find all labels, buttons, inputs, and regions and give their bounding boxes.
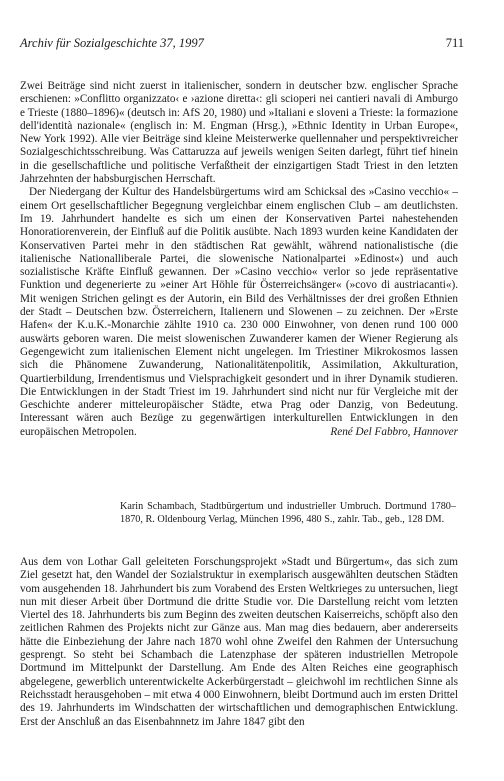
review-del-fabbro	[20, 80, 458, 439]
page-number: 711	[445, 36, 464, 50]
paragraph: Zwei Beiträge sind nicht zuerst in italienischer, sondern in deutscher bzw. englischer Sprache erschienen: »Conflitto organizzato‹ e ›azione diretta‹: gli scioperi nei cantieri navali di Amburgo e Trieste (1880–1896)« (deutsch in: AfS 20, 1980) und »Italiani e sloveni a Trieste: la formazione dell'identità nazionale« (englisch in: M. Engman (Hrsg.), »Ethnic Identity in Urban Europe«, New York 1992). Alle vier Beiträge sind kleine Meisterwerke quellennaher und perspektivreicher Sozialgeschichtsschreibung. Was Cattaruzza auf jeweils wenigen Seiten darlegt, führt tief hinein in die gesellschaftliche und politische Verfaßtheit der einzigartigen Stadt Triest in den letzten Jahrzehnten der habsburgischen Herrschaft.	[20, 80, 458, 186]
running-header	[20, 36, 464, 51]
journal-title: Archiv für Sozialgeschichte 37, 1997	[20, 36, 204, 50]
book-reference: Karin Schambach, Stadtbürgertum und industrieller Umbruch. Dortmund 1780–1870, R. Oldenbourg Verlag, München 1996, 480 S., zahlr. Tab., geb., 128 DM.	[120, 501, 456, 525]
paragraph: Aus dem von Lothar Gall geleiteten Forschungsprojekt »Stadt und Bürgertum«, das sich zum Ziel gesetzt hat, den Wandel der Sozialstruktur in exemplarisch ausgewählten deutschen Städten vom ausgehenden 18. Jahrhundert bis zum Vorabend des Ersten Weltkrieges zu untersuchen, liegt nun mit dieser Arbeit über Dortmund die dritte Studie vor. Die Darstellung reicht vom letzten Viertel des 18. Jahrhunderts bis zum Beginn des zweiten deutschen Kaiserreichs, schöpft also den zeitlichen Rahmen des Projekts nicht zur Gänze aus. Man mag dies bedauern, aber andererseits hätte die Einbeziehung der Jahre nach 1870 wohl ohne Zweifel den Rahmen der Untersuchung gesprengt. So steht bei Schambach die Latenzphase der späteren industriellen Metropole Dortmund im Mittelpunkt der Darstellung. Am Ende des Alten Reiches eine geographisch abgelegene, gewerblich unterentwickelte Ackerbürgerstadt – gleichwohl im rechtlichen Sinne als Reichsstadt herausgehoben – mit etwa 4 000 Einwohnern, bleibt Dortmund auch im ersten Drittel des 19. Jahrhunderts im Windschatten der wirtschaftlichen und demographischen Entwicklung. Erst der Anschluß an das Eisenbahnnetz im Jahre 1847 gibt den	[20, 556, 458, 728]
review-schambach	[20, 556, 458, 729]
paragraph-with-signature	[20, 186, 458, 439]
paragraph-text: Der Niedergang der Kultur des Handelsbürgertums wird am Schicksal des »Casino vecchio« – einem Ort gesellschaftlicher Begegnung vergleichbar einem englischen Club – am deutlichsten. Im 19. Jahrhundert handelte es sich um einen der Konservativen Partei nahestehenden Honoratiorenverein, der Einfluß auf die Politik ausübte. Nach 1893 wurden keine Kandidaten der Konservativen Partei mehr in den städtischen Rat gewählt, während nationalistische (die italienische Nationalliberale Partei, die slowenische Nationalpartei »Edinost«) und auch sozialistische Kräfte Einfluß gewannen. Der »Casino vecchio« verlor so jede repräsentative Funktion und degenerierte zu »einer Art Höhle für Österreichsänger« (»covo di austriacanti«). Mit wenigen Strichen gelingt es der Autorin, ein Bild des Verhältnisses der drei großen Ethnien der Stadt – Deutschen bzw. Österreichern, Italienern und Slowenen – zu zeichnen. Der »Erste Hafen« der K.u.K.-Monarchie zählte 1910 ca. 230 000 Einwohner, von denen rund 100 000 auswärts geboren waren. Die meist slowenischen Zuwanderer kamen der Wiener Regierung als Gegengewicht zum italienischen Element nicht ungelegen. Im Triestiner Mikrokosmos lassen sich die Phänomene Zuwanderung, Nationalitätenpolitik, Assimilation, Akkulturation, Quartierbildung, Irrendentismus und Vielsprachigkeit gesondert und in ihrer Dynamik studieren. Die Entwicklungen in der Stadt Triest im 19. Jahrhundert sind nicht nur für Vergleiche mit der Geschichte anderer mitteleuropäischer Städte, etwa Prag oder Danzig, von Bedeutung. Interessant wären auch Bezüge zu gegenwärtigen interkulturellen Entwicklungen in den europäischen Metropolen.	[20, 186, 458, 438]
reviewer-signature: René Del Fabbro, Hannover	[330, 425, 458, 438]
